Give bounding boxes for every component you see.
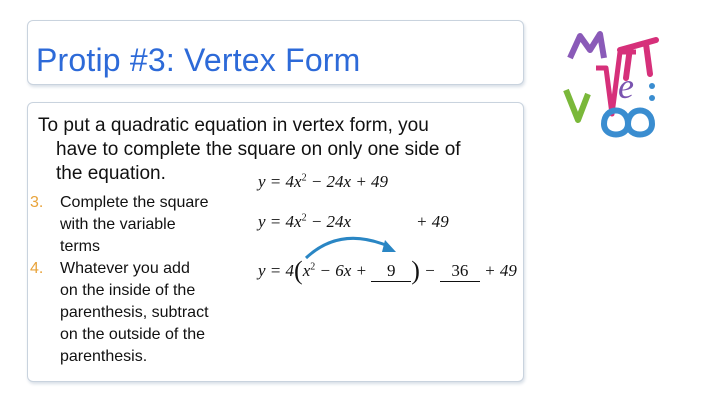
step-line: on the inside of the xyxy=(60,282,196,299)
slide-title: Protip #3: Vertex Form xyxy=(36,42,361,78)
eq3-minus: − xyxy=(419,261,440,280)
eq1-exponent: 2 xyxy=(301,172,307,184)
open-paren: ( xyxy=(294,256,303,285)
step-number: 4. xyxy=(30,260,44,277)
step-line: parenthesis, subtract xyxy=(60,304,209,321)
step-number: 3. xyxy=(30,194,44,211)
eq2-exponent: 2 xyxy=(301,212,307,224)
eq2-tail: + 49 xyxy=(416,212,449,231)
eq3-tail: + 49 xyxy=(479,261,517,280)
eq3-blank-1: 9 xyxy=(371,261,411,282)
intro-line-3: the equation. xyxy=(56,163,166,184)
sigma-icon xyxy=(570,34,604,58)
eq3-mid: − 6x + xyxy=(315,261,372,280)
intro-line-2: have to complete the square on only one side of xyxy=(56,139,461,160)
eq3-inner: x xyxy=(302,261,311,280)
step-line: Whatever you add xyxy=(60,260,190,277)
dot-icon xyxy=(649,83,655,89)
eq1-lhs: y = 4x xyxy=(258,172,302,191)
eq2-rest: − 24x xyxy=(306,212,352,231)
math-symbols-logo xyxy=(560,28,670,138)
intro-line-1: To put a quadratic equation in vertex form, you xyxy=(38,115,429,136)
eq3-lhs: y = 4 xyxy=(258,261,295,280)
dot-icon xyxy=(649,95,655,101)
equation-3 xyxy=(258,256,517,286)
step-line: on the outside of the xyxy=(60,326,205,343)
eq2-lhs: y = 4x xyxy=(258,212,302,231)
step-line: with the variable xyxy=(60,216,176,233)
eq3-exponent: 2 xyxy=(310,261,316,273)
infinity-icon xyxy=(604,111,652,135)
arrowhead-icon xyxy=(382,240,396,252)
eq1-rest: − 24x + 49 xyxy=(306,172,389,191)
v-icon xyxy=(566,90,588,120)
close-paren: ) xyxy=(411,256,420,285)
e-icon: e xyxy=(618,66,634,106)
step-line: terms xyxy=(60,238,100,255)
eq3-blank-2: 36 xyxy=(440,261,480,282)
step-line: parenthesis. xyxy=(60,348,148,365)
step-line: Complete the square xyxy=(60,194,209,211)
